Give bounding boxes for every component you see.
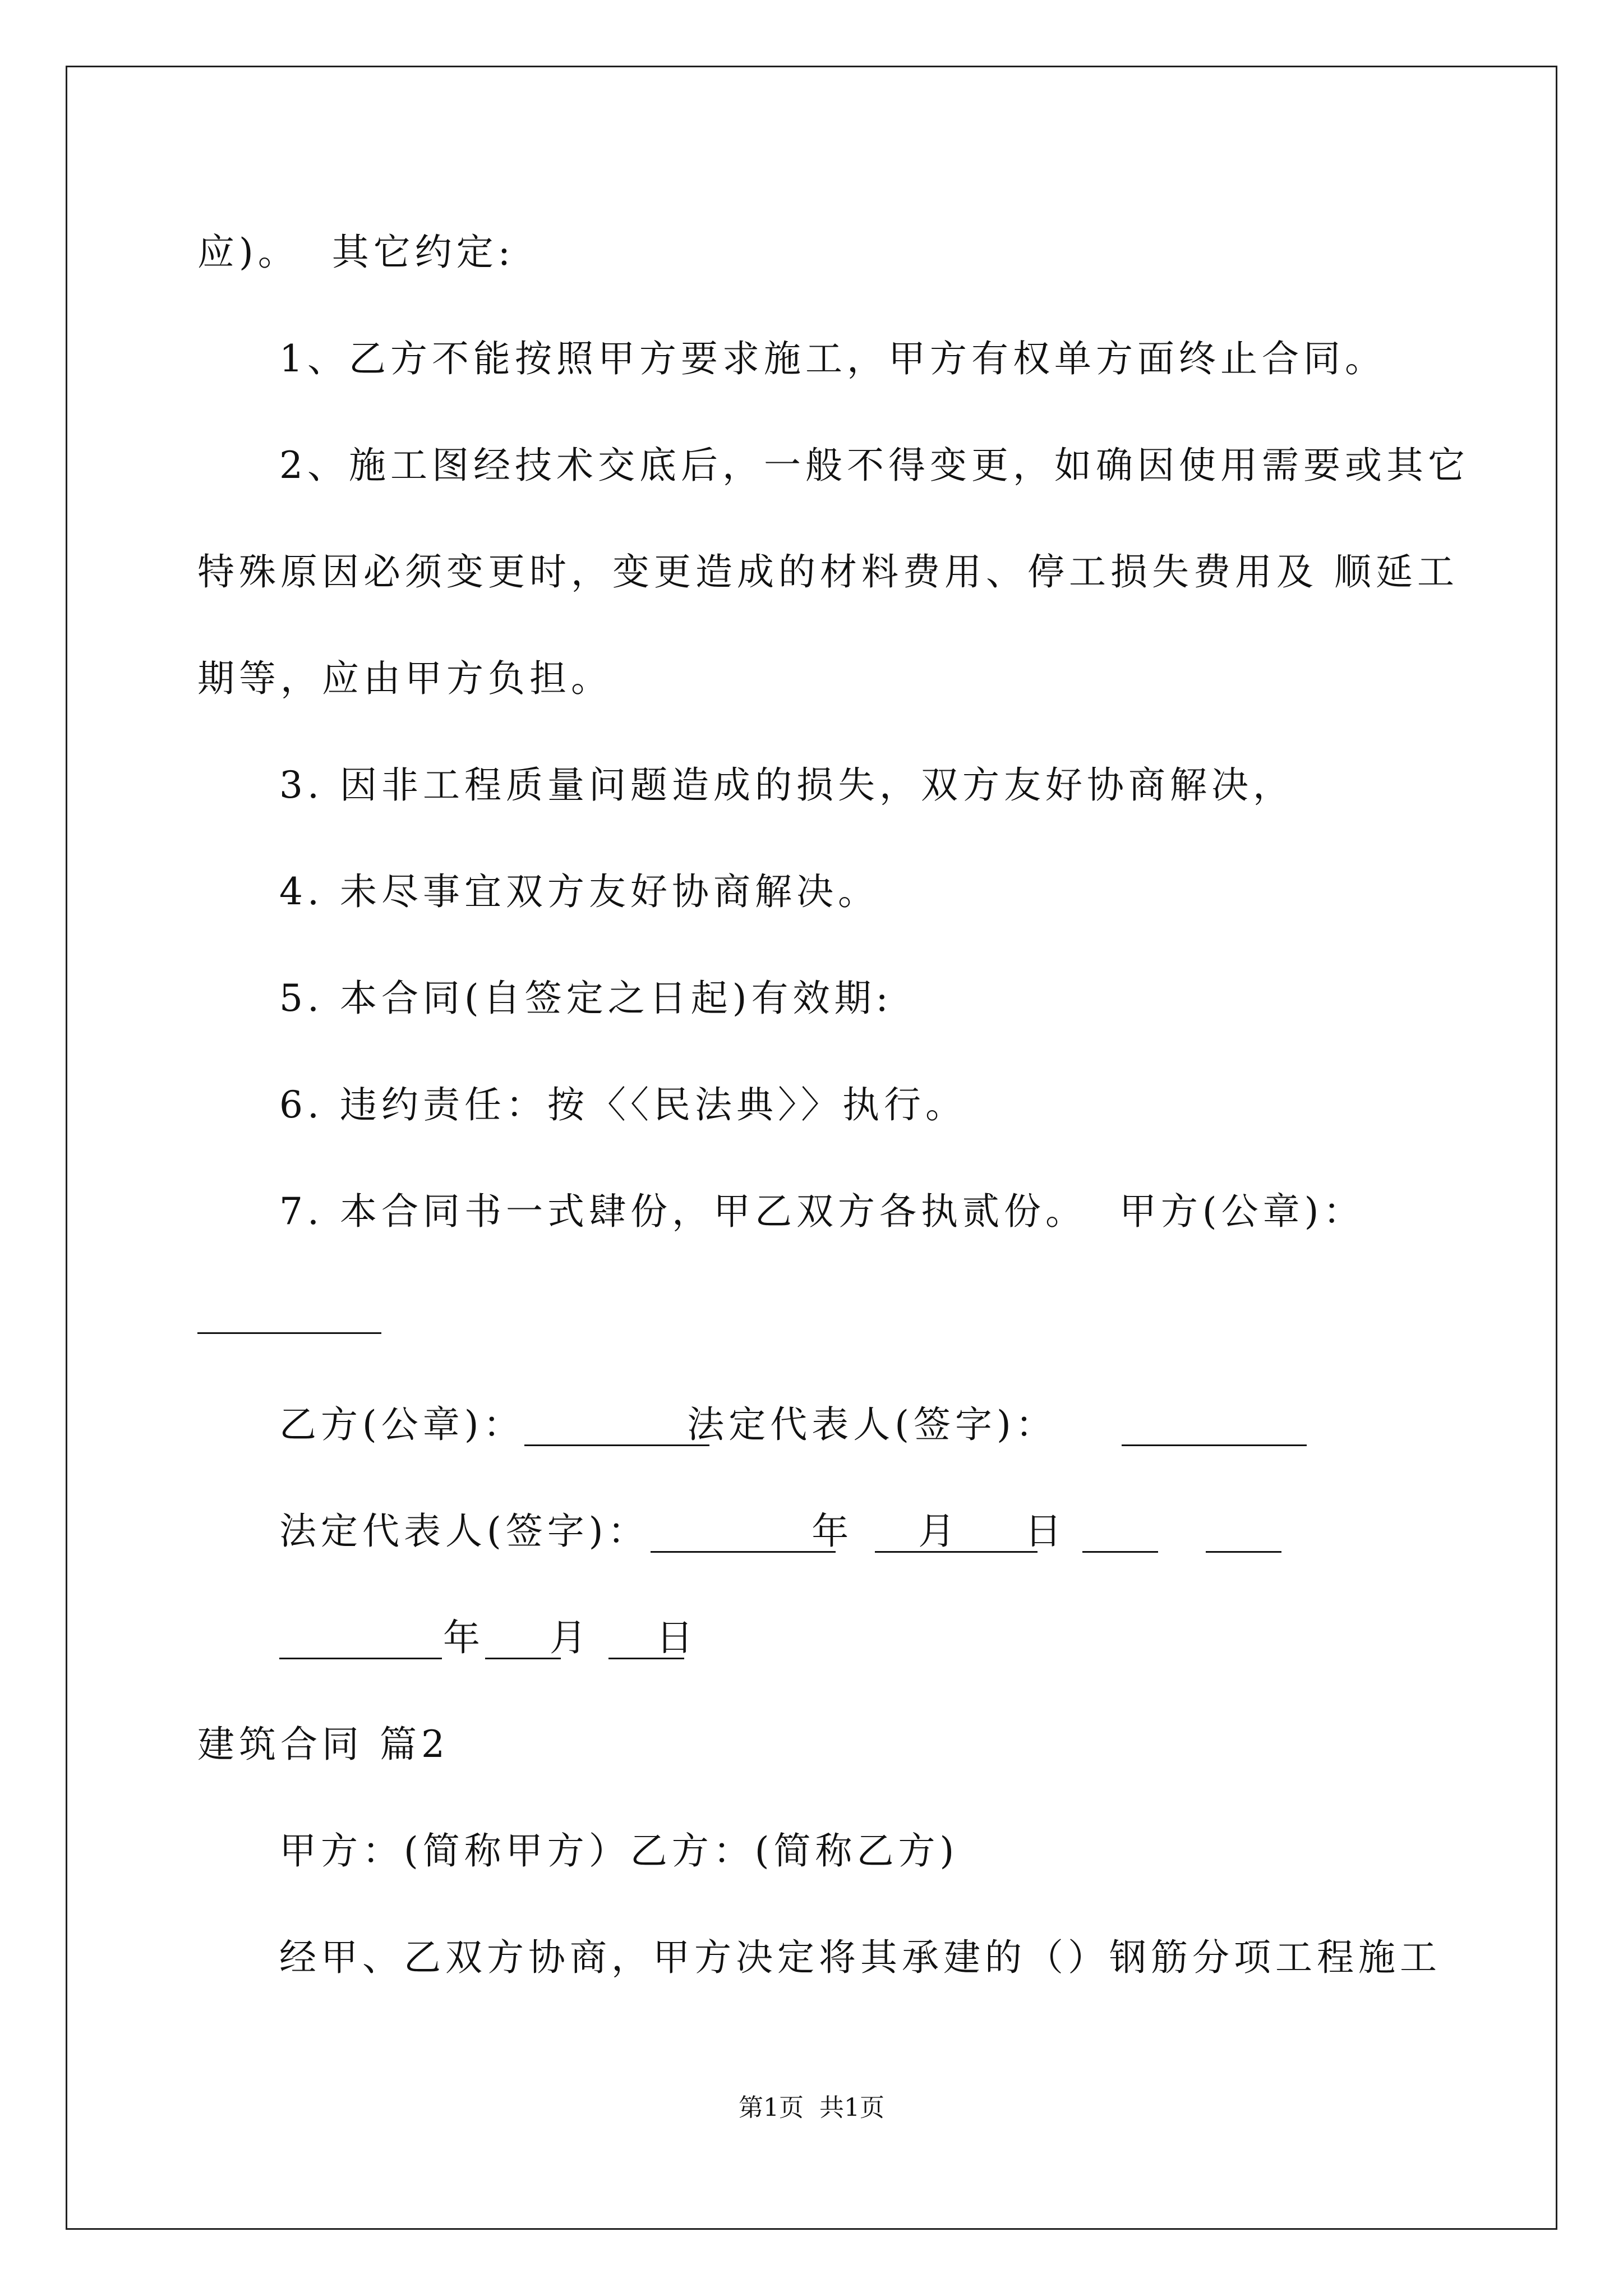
text-line-14: 年 月 日 (443, 1616, 698, 1659)
date-year-blank-2 (279, 1658, 442, 1659)
text-line-6: 3. 因非工程质量问题造成的损失，双方友好协商解决， (279, 763, 1294, 807)
party-a-seal-blank (197, 1332, 381, 1334)
section-heading: 建筑合同 篇2 (197, 1723, 449, 1766)
party-b-representative-blank (651, 1551, 836, 1553)
text-line-7: 4. 未尽事宜双方友好协商解决。 (279, 870, 879, 913)
date-year-blank-1 (875, 1551, 1038, 1553)
date-day-blank-1 (1206, 1551, 1281, 1553)
text-line-2: 1、乙方不能按照甲方要求施工，甲方有权单方面终止合同。 (279, 337, 1386, 380)
text-line-3: 2、施工图经技术交底后，一般不得变更，如确因使用需要或其它 (279, 444, 1469, 487)
page-border (66, 66, 1557, 2230)
text-line-5: 期等，应由甲方负担。 (197, 657, 612, 700)
page-footer: 第1页 共1页 (739, 2093, 884, 2122)
text-line-10: 7. 本合同书一式肆份，甲乙双方各执贰份。 甲方(公章)： (279, 1190, 1365, 1233)
text-line-1: 应)。 其它约定: (197, 231, 515, 274)
date-month-blank-2 (485, 1658, 561, 1659)
text-line-17: 经甲、乙双方协商，甲方决定将其承建的（）钢筋分项工程施工 (279, 1936, 1441, 1979)
text-line-12: 乙方(公章)： 法定代表人(签字)： (279, 1403, 1057, 1446)
party-a-representative-blank (1122, 1444, 1307, 1446)
text-line-16: 甲方：(简称甲方）乙方：(简称乙方) (279, 1829, 959, 1872)
date-month-blank-1 (1082, 1551, 1158, 1553)
text-line-8: 5. 本合同(自签定之日起)有效期: (279, 977, 893, 1020)
text-line-13: 法定代表人(签字)： 年 月 日 (279, 1510, 1067, 1553)
text-line-4: 特殊原因必须变更时，变更造成的材料费用、停工损失费用及 顺延工 (197, 550, 1459, 593)
text-line-9: 6. 违约责任：按〈〈民法典〉〉执行。 (279, 1083, 967, 1126)
party-b-seal-blank (524, 1444, 709, 1446)
date-day-blank-2 (608, 1658, 684, 1659)
